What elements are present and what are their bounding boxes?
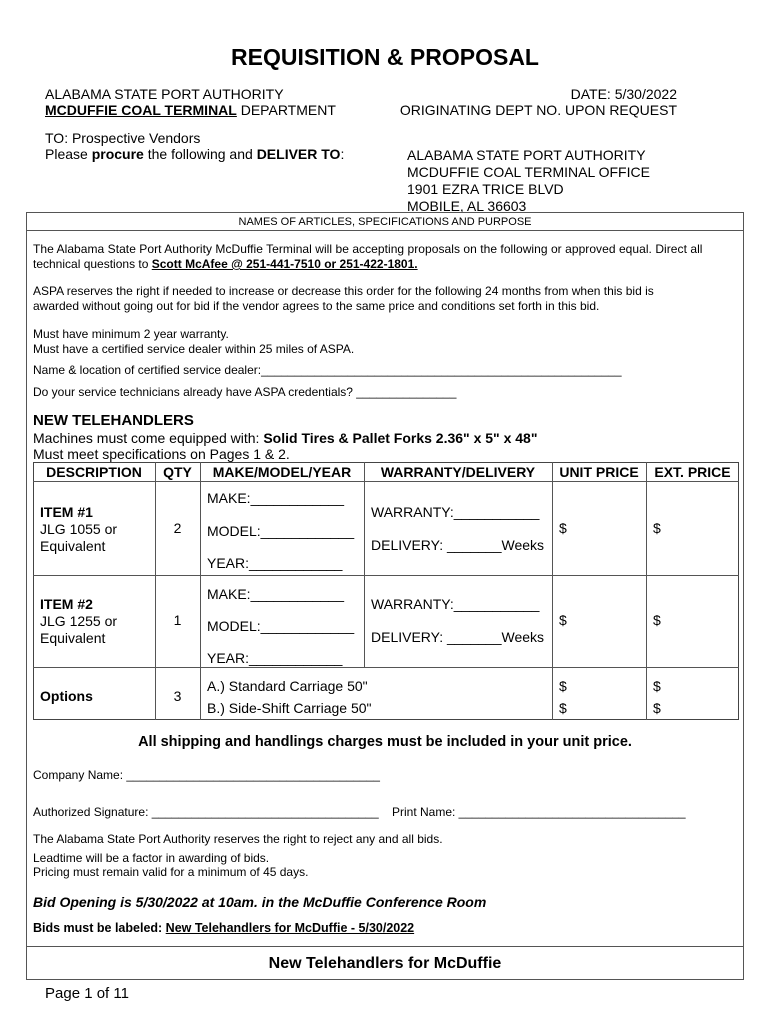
item1-label: ITEM #1 — [40, 504, 93, 520]
reject-note: The Alabama State Port Authority reserves the right to reject any and all bids. — [33, 832, 443, 846]
deliver-line — [45, 146, 344, 163]
bottom-title: New Telehandlers for McDuffie — [268, 955, 502, 972]
address-line: 1901 EZRA TRICE BLVD — [407, 181, 564, 197]
table-header-divider — [33, 481, 739, 482]
address-line: MOBILE, AL 36603 — [407, 198, 527, 214]
intro-text: technical questions to — [33, 257, 152, 271]
intro-line-1: The Alabama State Port Authority McDuffie Terminal will be accepting proposals on the following or approved equal. Direct all — [33, 242, 703, 256]
item1-qty: 2 — [173, 520, 182, 536]
specs-line: Must meet specifications on Pages 1 & 2. — [33, 446, 290, 462]
item1-ext-price[interactable]: $ — [653, 520, 661, 536]
org-name: ALABAMA STATE PORT AUTHORITY — [45, 86, 284, 102]
option-b: B.) Side-Shift Carriage 50" — [207, 700, 372, 716]
bid-label: New Telehandlers for McDuffie - 5/30/2022 — [165, 921, 415, 935]
leadtime-note: Leadtime will be a factor in awarding of bids. — [33, 851, 270, 865]
contact-info: Scott McAfee @ 251-441-7510 or 251-422-1801. — [151, 257, 418, 271]
item2-year-field[interactable]: YEAR:____________ — [207, 650, 343, 666]
credentials-field: Do your service technicians already have ASPA credentials? _______________ — [33, 385, 457, 399]
item1-unit-price[interactable]: $ — [559, 520, 567, 536]
option-a-unit-price[interactable]: $ — [559, 678, 567, 694]
shipping-note: All shipping and handlings charges must be included in your unit price. — [138, 734, 632, 750]
date: DATE: 5/30/2022 — [570, 86, 677, 102]
header-ext-price: EXT. PRICE — [654, 464, 731, 480]
item1-description — [40, 504, 117, 555]
item2-description — [40, 596, 117, 647]
bid-label-line — [33, 921, 414, 936]
header-qty: QTY — [163, 464, 192, 480]
option-a: A.) Standard Carriage 50" — [207, 678, 368, 694]
company-name-field[interactable]: Company Name: ______________________________________ — [33, 768, 380, 782]
item1-make-field[interactable]: MAKE:____________ — [207, 490, 344, 506]
header-warranty-delivery: WARRANTY/DELIVERY — [380, 464, 536, 480]
divider — [26, 230, 744, 231]
requirement-dealer: Must have a certified service dealer within 25 miles of ASPA. — [33, 342, 355, 356]
equipment-prefix: Machines must come equipped with: — [33, 430, 264, 446]
signature-field[interactable]: Authorized Signature: __________________________________ — [33, 805, 379, 819]
col-divider — [646, 462, 647, 720]
requirement-warranty: Must have minimum 2 year warranty. — [33, 327, 229, 341]
item1-model-field[interactable]: MODEL:____________ — [207, 523, 355, 539]
divider — [26, 946, 744, 947]
aspa-line-2: awarded without going out for bid if the vendor agrees to the same price and conditions set forth in this bid. — [33, 299, 600, 313]
procure-text: procure — [91, 146, 144, 162]
equipment-spec: Solid Tires & Pallet Forks 2.36" x 5" x 48" — [263, 430, 538, 446]
item2-equivalent: Equivalent — [40, 630, 106, 646]
please-text: Please — [45, 146, 92, 162]
intro-line-2 — [33, 257, 418, 272]
item2-unit-price[interactable]: $ — [559, 612, 567, 628]
pricing-note: Pricing must remain valid for a minimum of 45 days. — [33, 865, 309, 879]
aspa-line-1: ASPA reserves the right if needed to increase or decrease this order for the following 24 months from when this bid is — [33, 284, 654, 298]
originating-dept: ORIGINATING DEPT NO. UPON REQUEST — [399, 102, 677, 118]
row-divider — [33, 667, 739, 668]
col-divider — [364, 462, 365, 668]
items-table — [33, 462, 739, 720]
item2-warranty-field[interactable]: WARRANTY:___________ — [371, 596, 540, 612]
item2-model: JLG 1255 or — [40, 613, 118, 629]
row-divider — [33, 575, 739, 576]
col-divider — [155, 462, 156, 720]
page-title: REQUISITION & PROPOSAL — [231, 44, 539, 70]
item1-warranty-field[interactable]: WARRANTY:___________ — [371, 504, 540, 520]
item2-delivery-field[interactable]: DELIVERY: _______Weeks — [371, 629, 545, 645]
item1-year-field[interactable]: YEAR:____________ — [207, 555, 343, 571]
department-suffix: DEPARTMENT — [236, 102, 336, 118]
section-title: NEW TELEHANDLERS — [33, 412, 194, 429]
bid-opening: Bid Opening is 5/30/2022 at 10am. in the McDuffie Conference Room — [33, 894, 487, 910]
item1-model: JLG 1055 or — [40, 521, 118, 537]
department — [45, 102, 336, 119]
box-header: NAMES OF ARTICLES, SPECIFICATIONS AND PURPOSE — [238, 216, 532, 228]
equipment-line — [33, 430, 537, 447]
item2-label: ITEM #2 — [40, 596, 93, 612]
address-line: MCDUFFIE COAL TERMINAL OFFICE — [407, 164, 650, 180]
print-name-field[interactable]: Print Name: __________________________________ — [392, 805, 686, 819]
colon-text: : — [340, 146, 345, 162]
options-label: Options — [40, 688, 93, 704]
following-text: the following and — [143, 146, 257, 162]
department-name: MCDUFFIE COAL TERMINAL — [45, 102, 237, 118]
options-qty: 3 — [173, 688, 182, 704]
item1-delivery-field[interactable]: DELIVERY: _______Weeks — [371, 537, 545, 553]
option-a-ext-price[interactable]: $ — [653, 678, 661, 694]
address-line: ALABAMA STATE PORT AUTHORITY — [407, 147, 646, 163]
header-unit-price: UNIT PRICE — [559, 464, 639, 480]
bid-label-prefix: Bids must be labeled: — [33, 921, 166, 935]
to-line: TO: Prospective Vendors — [45, 130, 201, 146]
col-divider — [200, 462, 201, 720]
item2-make-field[interactable]: MAKE:____________ — [207, 586, 344, 602]
option-b-unit-price[interactable]: $ — [559, 700, 567, 716]
deliver-to-text: DELIVER TO — [256, 146, 341, 162]
header-description: DESCRIPTION — [46, 464, 142, 480]
dealer-field: Name & location of certified service dealer:______________________________________________________ — [33, 363, 622, 377]
page-number: Page 1 of 11 — [45, 985, 129, 1002]
option-b-ext-price[interactable]: $ — [653, 700, 661, 716]
item2-ext-price[interactable]: $ — [653, 612, 661, 628]
item2-model-field[interactable]: MODEL:____________ — [207, 618, 355, 634]
header-make-model-year: MAKE/MODEL/YEAR — [212, 464, 352, 480]
col-divider — [552, 462, 553, 720]
item1-equivalent: Equivalent — [40, 538, 106, 554]
delivery-address — [407, 147, 650, 215]
item2-qty: 1 — [173, 612, 182, 628]
